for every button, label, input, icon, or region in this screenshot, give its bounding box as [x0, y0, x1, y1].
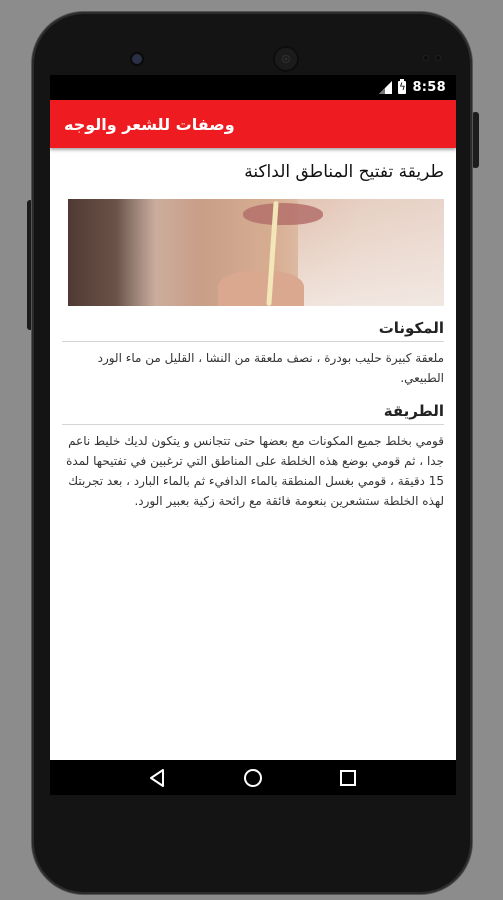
- home-icon: [242, 767, 264, 789]
- ingredients-text: ملعقة كبيرة حليب بودرة ، نصف ملعقة من النشا ، القليل من ماء الورد الطبيعي.: [97, 351, 444, 385]
- battery-charging-icon: [398, 81, 406, 94]
- earpiece-speaker: [275, 48, 297, 70]
- app-bar: [50, 100, 456, 148]
- article-content[interactable]: [50, 148, 456, 760]
- method-heading: الطريقة: [62, 402, 444, 425]
- front-camera: [132, 54, 142, 64]
- article-title: طريقة تفتيح المناطق الداكنة: [244, 162, 444, 182]
- image-lips: [243, 203, 323, 225]
- proximity-sensor: [424, 56, 428, 60]
- status-time: 8:58: [412, 80, 446, 95]
- screen: [50, 75, 456, 795]
- ingredients-heading: المكونات: [62, 319, 444, 342]
- power-button[interactable]: [472, 112, 479, 168]
- recents-icon: [338, 768, 358, 788]
- method-text: قومي بخلط جميع المكونات مع بعضها حتى تتجانس و يتكون لديك خليط ناعم جدا ، ثم قومي بوضع هذه الخلطة على المناطق التي ترغبين في تفتيحها لمدة 15 دقيقة ، قومي بغسل المنطقة بالماء الدافيء ثم بالماء البارد ، بعد تجربتك لهذه الخلطة ستشعرين بنعومة فائقة مع رائحة زكية بعبير الورد.: [66, 434, 444, 508]
- article-image: [68, 199, 444, 306]
- navigation-bar: [50, 760, 456, 795]
- image-hand: [218, 271, 304, 306]
- image-hair: [68, 199, 156, 306]
- back-icon: [148, 768, 168, 788]
- signal-icon: [379, 81, 392, 94]
- status-bar: [50, 75, 456, 100]
- recents-button[interactable]: [336, 766, 360, 790]
- light-sensor: [436, 56, 440, 60]
- home-button[interactable]: [241, 766, 265, 790]
- back-button[interactable]: [146, 766, 170, 790]
- app-title: وصفات للشعر والوجه: [64, 114, 235, 134]
